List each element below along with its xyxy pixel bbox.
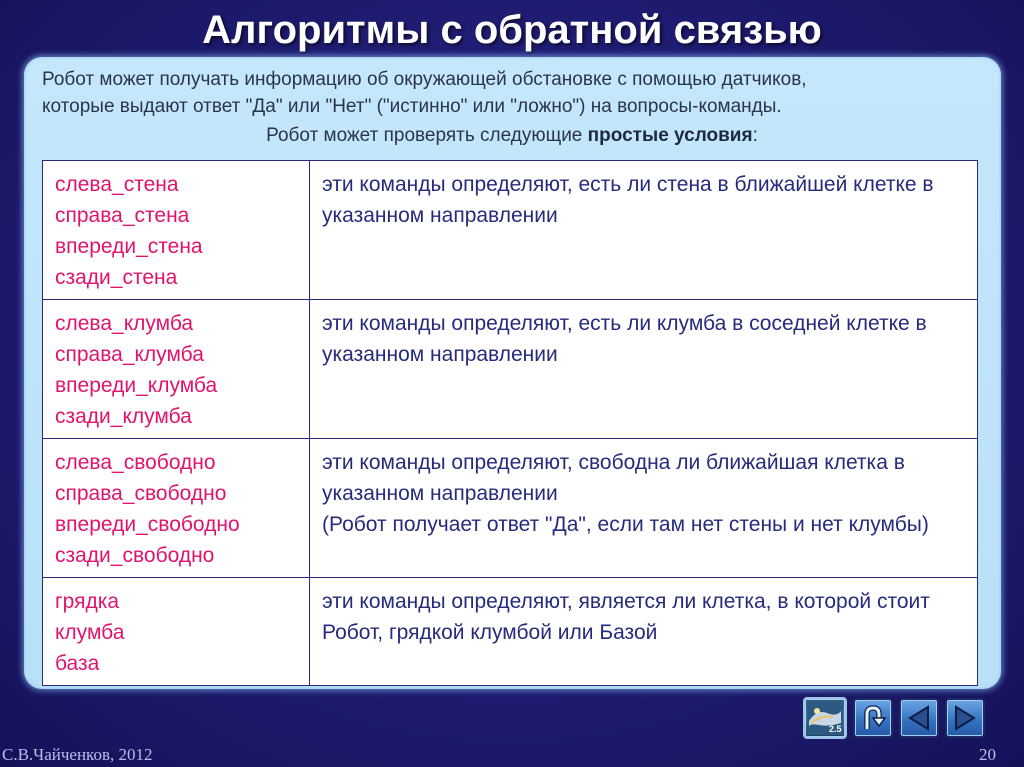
return-arrow-icon (858, 703, 888, 733)
command-cell (43, 439, 310, 578)
slide-title: Алгоритмы с обратной связью (202, 8, 822, 52)
previous-slide-button[interactable] (899, 698, 939, 738)
description-text: эти команды определяют, есть ли клумба в соседней клетке в указанном направлении (322, 312, 927, 366)
command-cell (43, 161, 310, 300)
table-row (43, 300, 978, 439)
command-left-flowerbed: слева_клумба (55, 312, 194, 335)
description-text: эти команды определяют, является ли клетка, в которой стоит Робот, грядкой клумбой или Базой (322, 590, 930, 644)
intro-line-2: которые выдают ответ "Да" или "Нет" ("истинно" или "ложно") на вопросы-команды. (42, 96, 782, 117)
command-front-free: впереди_свободно (55, 513, 240, 536)
command-right-free: справа_свободно (55, 482, 227, 505)
triangle-right-icon (950, 703, 980, 733)
description-cell (310, 439, 978, 578)
command-back-flowerbed: сзади_клумба (55, 405, 192, 428)
description-text: эти команды определяют, есть ли стена в ближайшей клетке в указанном направлении (322, 173, 934, 227)
logo-version: 2.5 (829, 724, 842, 734)
table-row (43, 578, 978, 686)
command-cell (43, 300, 310, 439)
command-right-wall: справа_стена (55, 204, 190, 227)
command-base: база (55, 652, 100, 675)
home-logo-button[interactable] (803, 697, 847, 739)
conditions-line (42, 122, 982, 149)
conditions-prefix: Робот может проверять следующие (266, 125, 588, 146)
command-back-wall: сзади_стена (55, 266, 178, 289)
description-cell (310, 300, 978, 439)
command-cell (43, 578, 310, 686)
conditions-suffix: : (752, 125, 758, 146)
description-cell (310, 578, 978, 686)
page-number: 20 (979, 745, 996, 764)
conditions-bold: простые условия (587, 125, 753, 146)
description-text: эти команды определяют, свободна ли ближайшая клетка в указанном направлении (322, 451, 905, 505)
description-cell (310, 161, 978, 300)
command-front-wall: впереди_стена (55, 235, 203, 258)
return-button[interactable] (853, 698, 893, 738)
next-slide-button[interactable] (945, 698, 985, 738)
author-credit: С.В.Чайченков, 2012 (2, 745, 153, 764)
kumir-logo-icon (807, 701, 843, 735)
intro-text (42, 66, 982, 149)
command-left-wall: слева_стена (55, 173, 179, 196)
intro-line-1: Робот может получать информацию об окружающей обстановке с помощью датчиков, (42, 69, 807, 90)
command-garden-bed: грядка (55, 590, 120, 613)
table-row (43, 161, 978, 300)
triangle-left-icon (904, 703, 934, 733)
command-back-free: сзади_свободно (55, 544, 215, 567)
commands-table (42, 160, 978, 686)
command-left-free: слева_свободно (55, 451, 216, 474)
table-row (43, 439, 978, 578)
description-note: (Робот получает ответ "Да", если там нет стены и нет клумбы) (322, 513, 929, 536)
command-flowerbed: клумба (55, 621, 125, 644)
navigation-bar (803, 696, 985, 740)
command-right-flowerbed: справа_клумба (55, 343, 204, 366)
command-front-flowerbed: впереди_клумба (55, 374, 218, 397)
